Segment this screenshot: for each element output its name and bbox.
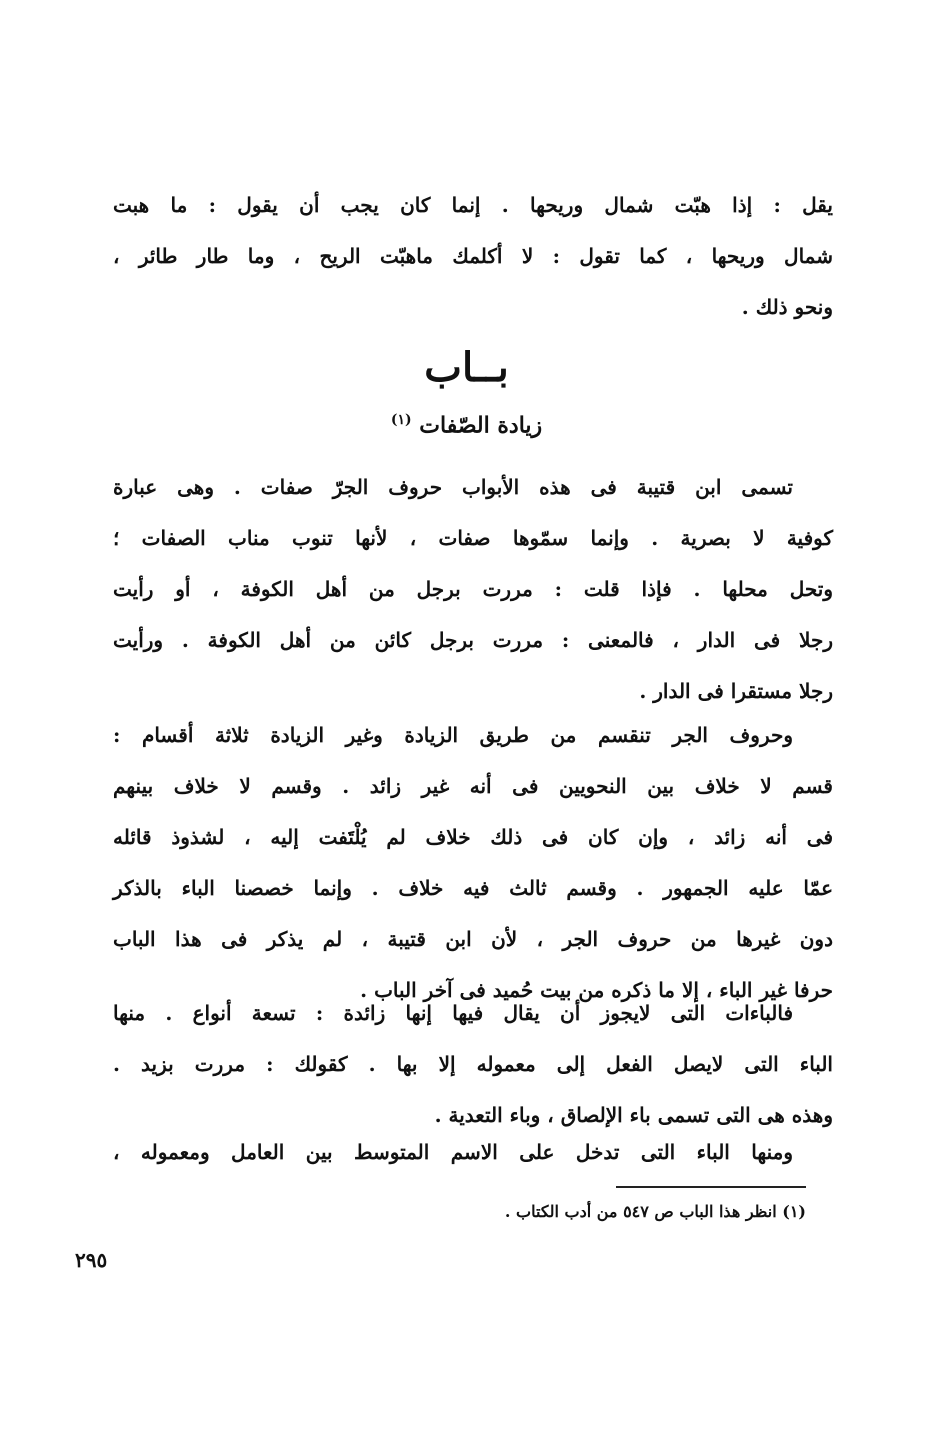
paragraph-3 [113,988,833,1141]
text-line: قسم لا خلاف بين النحويين فى أنه غير زائد . وقسم لا خلاف بينهم [113,774,833,798]
chapter-subtitle [0,400,933,445]
page-number: ٢٩٥ [75,1248,108,1272]
subtitle-text: زيادة الصّفات [419,412,543,439]
footnote: (١) انظر هذا الباب ص ٥٤٧ من أدب الكتاب . [504,1202,806,1221]
text-line: عمّا عليه الجمهور . وقسم ثالث فيه خلاف . وإنما خصصنا الباء بالذكر [113,876,833,900]
text-line: رجلا فى الدار ، فالمعنى : مررت برجل كائن من أهل الكوفة . ورأيت [113,628,833,652]
text-line: وتحل محلها . فإذا قلت : مررت برجل من أهل الكوفة ، أو رأيت [113,577,833,601]
text-line: فى أنه زائد ، وإن كان فى ذلك خلاف لم يُلْتَفت إليه ، لشذوذ قائله [113,825,833,849]
text-line: ونحو ذلك . [741,295,833,319]
text-line: تسمى ابن قتيبة فى هذه الأبواب حروف الجرّ صفات . وهى عبارة [113,475,793,499]
paragraph-2 [113,710,833,1016]
chapter-heading: بــاب [424,344,509,391]
paragraph-4 [113,1127,833,1178]
text-line: يقل : إذا هبّت شمال وريحها . إنما كان يجب أن يقول : ما هبت [113,193,833,217]
text-line: حرفا غير الباء ، إلا ما ذكره من بيت حُميد فى آخر الباب . [360,978,833,1002]
text-line: الباء التى لايصل الفعل إلى معموله إلا بها . كقولك : مررت بزيد . [113,1052,833,1076]
text-line: شمال وريحها ، كما تقول : لا أكلمك ماهبّت الريح ، وما طار طائر ، [113,244,833,268]
text-line: فالباءات التى لايجوز أن يقال فيها إنها زائدة : تسعة أنواع . منها [113,1001,793,1025]
footnote-divider [616,1186,806,1188]
text-line: وهذه هى التى تسمى باء الإلصاق ، وباء التعدية . [434,1103,833,1127]
text-line: كوفية لا بصرية . وإنما سمّوها صفات ، لأنها تنوب مناب الصفات ؛ [113,526,833,550]
text-line: ومنها الباء التى تدخل على الاسم المتوسط بين العامل ومعموله ، [113,1140,793,1164]
text-line: دون غيرها من حروف الجر ، لأن ابن قتيبة ، لم يذكر فى هذا الباب [113,927,833,951]
text-line: رجلا مستقرا فى الدار . [639,679,833,703]
paragraph-1 [113,462,833,717]
intro-block [113,180,833,333]
footnote-ref: (١) [390,412,412,428]
text-line: وحروف الجر تنقسم من طريق الزيادة وغير الزيادة ثلاثة أقسام : [113,723,793,747]
